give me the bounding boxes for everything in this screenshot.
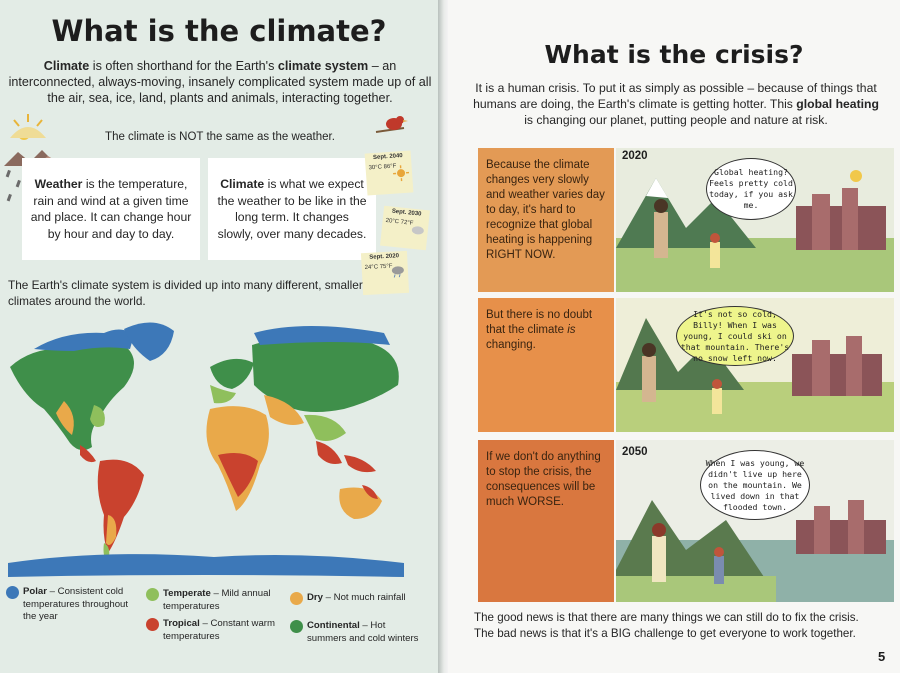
- weather-term: Weather: [34, 177, 83, 191]
- weather-card: [22, 158, 200, 260]
- note-date-2040: Sept. 2040: [372, 153, 403, 162]
- note-date-2020: Sept. 2020: [369, 253, 400, 261]
- intro-text-1: is often shorthand for the Earth's: [89, 59, 278, 73]
- sticky-note-2040: [365, 150, 414, 195]
- panel-2-text-box: [478, 298, 614, 432]
- crisis-intro-global-heating: global heating: [796, 97, 879, 111]
- climate-intro: [8, 58, 432, 106]
- crisis-intro-text-1: It is a human crisis. To put it as simply as possible – because of things that humans are doing, the Earth's climate is getting hotter. This: [473, 81, 877, 111]
- legend-tropical-name: Tropical: [163, 618, 200, 629]
- panel-3-text: If we don't do anything to stop the crisis, the consequences will be much WORSE.: [486, 451, 601, 508]
- cloud-icon: [410, 223, 425, 236]
- legend-tropical-desc: – Constant warm temperatures: [163, 618, 275, 642]
- australia-dry: [339, 488, 382, 520]
- asia-tropical: [316, 441, 342, 464]
- panel-1-text: Because the climate changes very slowly and weather varies day to day, it's hard to recognize that global heating is happening RIGHT NOW.: [486, 159, 605, 261]
- climate-card-text: [216, 176, 368, 242]
- right-page-title: What is the crisis?: [544, 40, 804, 69]
- note-temp-2020: 24°C 75°F: [364, 263, 393, 272]
- left-page-title: What is the climate?: [51, 14, 387, 48]
- sun-rays-icon: [6, 112, 50, 142]
- panel-2-text-italic: is: [567, 324, 576, 336]
- panel-1-year: 2020: [622, 150, 648, 162]
- sticky-note-2020: [361, 251, 409, 295]
- crisis-intro-text-2: is changing our planet, putting people and nature at risk.: [524, 113, 828, 127]
- temperate-dot-icon: [146, 588, 159, 601]
- europe-continental: [210, 359, 254, 389]
- closing-text: [474, 610, 874, 642]
- panel-1-speech-bubble: Global heating? Feels pretty cold today, if you ask me.: [706, 158, 796, 220]
- note-date-2030: Sept. 2030: [391, 208, 422, 218]
- polar-dot-icon: [6, 586, 19, 599]
- legend-polar: [23, 586, 138, 624]
- north-america-polar: [34, 329, 134, 351]
- legend-continental-desc: – Hot summers and cold winters: [307, 620, 419, 644]
- climate-card: [208, 158, 376, 260]
- panel-3-speech-bubble: When I was young, we didn't live up here on the mountain. We lived down in that flooded town.: [700, 450, 810, 520]
- panel-2-speech-bubble: It's not so cold, Billy! When I was young, I could ski on that mountain. There's no snow left now.: [676, 306, 794, 366]
- panel-2-text: [486, 308, 606, 353]
- legend-polar-name: Polar: [23, 586, 47, 597]
- world-climate-map: [4, 305, 434, 587]
- crisis-intro: [470, 80, 882, 128]
- rain-cloud-icon: [391, 265, 406, 278]
- panel-3-text-box: [478, 440, 614, 602]
- legend-tropical: [163, 618, 278, 643]
- climate-definition: is what we expect the weather to be like in the long term. It changes slowly, over many decades.: [217, 177, 367, 241]
- tropical-dot-icon: [146, 618, 159, 631]
- bad-news-text: The bad news is that it's a BIG challenge to get everyone to work together.: [474, 627, 856, 640]
- legend-continental-name: Continental: [307, 620, 360, 631]
- legend-dry-desc: – Not much rainfall: [323, 592, 406, 603]
- intro-text-2: – an interconnected, always-moving, insanely complicated system made up of all the air, sea, ice, land, plants and animals, interacting together.: [8, 59, 432, 105]
- panel-2-text-after: changing.: [486, 339, 536, 351]
- rain-drops-icon: [4, 168, 26, 212]
- intro-term-climate-system: climate system: [277, 59, 369, 73]
- bird-icon: [372, 114, 412, 144]
- sun-icon: [393, 165, 410, 182]
- climate-term: Climate: [220, 177, 265, 191]
- legend-continental: [307, 620, 427, 645]
- good-news-text: The good news is that there are many things we can still do to fix the crisis.: [474, 611, 859, 624]
- legend-dry-name: Dry: [307, 592, 323, 603]
- south-america-tropical: [98, 460, 144, 553]
- climate-divided-text: The Earth's climate system is divided up into many different, smaller climates around the world.: [8, 278, 363, 308]
- page-number: 5: [878, 649, 886, 664]
- intro-term-climate: Climate: [43, 59, 90, 73]
- antarctica-polar: [8, 554, 404, 577]
- legend-temperate: [163, 588, 278, 613]
- dry-dot-icon: [290, 592, 303, 605]
- legend-dry: [307, 592, 427, 605]
- weather-card-text: [30, 176, 192, 242]
- panel-3-year: 2050: [622, 446, 648, 458]
- book-spine: [438, 0, 448, 673]
- note-temp-2040: 30°C 86°F: [368, 163, 397, 172]
- weather-definition: is the temperature, rain and wind at a given time and place. It can change hour by hour and day to day.: [30, 177, 192, 241]
- legend-polar-desc: – Consistent cold temperatures throughout the year: [23, 586, 129, 622]
- panel-2-text-before: But there is no doubt that the climate: [486, 309, 593, 336]
- not-same-statement: The climate is NOT the same as the weather.: [105, 131, 335, 143]
- islands-tropical: [344, 455, 376, 472]
- continental-dot-icon: [290, 620, 303, 633]
- sticky-note-2030: [380, 206, 430, 251]
- asia-temperate: [304, 415, 346, 441]
- legend-temperate-desc: – Mild annual temperatures: [163, 588, 271, 612]
- note-temp-2030: 20°C 72°F: [385, 217, 414, 227]
- legend-temperate-name: Temperate: [163, 588, 211, 599]
- panel-1-text-box: [478, 148, 614, 292]
